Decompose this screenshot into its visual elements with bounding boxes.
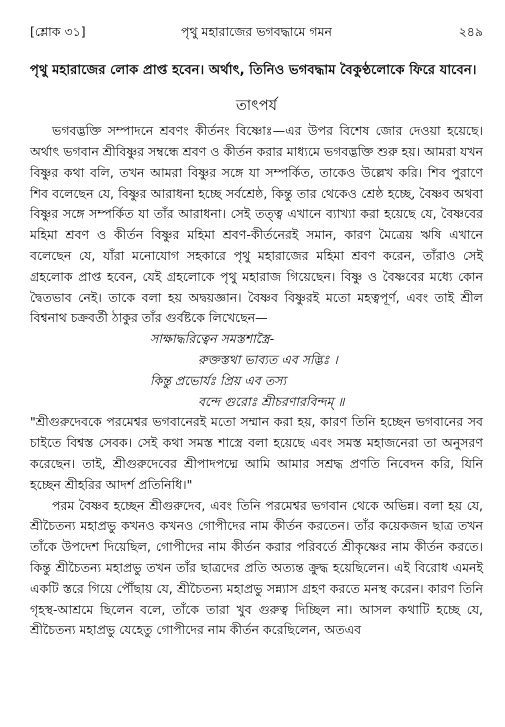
verse-line-2: রুক্তস্তথা ভাব্যত এব সদ্ভিঃ ।	[198, 351, 338, 367]
page-number: ২৪৯	[458, 24, 483, 39]
purport-heading: তাৎপর্য	[235, 98, 278, 115]
verse-line-1: সাক্ষাদ্ধরিত্বেন সমস্তশাস্ত্রৈ-	[150, 331, 275, 347]
verse-reference: [শ্লোক ৩১]	[30, 24, 86, 39]
sanskrit-verse	[30, 329, 483, 412]
verse-line-4: বন্দে গুরোঃ শ্রীচরণারবিন্দম্ ॥	[198, 393, 345, 409]
translation-text: পৃথু মহারাজের লোক প্রাপ্ত হবেন। অর্থাৎ, তিনিও ভগবদ্ধাম বৈকুণ্ঠলোকে ফিরে যাবেন।	[30, 63, 477, 78]
chapter-title: পৃথু মহারাজের ভগবদ্ধামে গমন	[180, 24, 333, 39]
verse-translation-quote: "শ্রীগুরুদেবকে পরমেশ্বর ভগবানেরই মতো সম্মান করা হয়, কারণ তিনি হচ্ছেন ভগবানের সব চাইতে বিশ্বস্ত সেবক। সেই কথা সমস্ত শাস্ত্রে বলা হয়েছে এবং সমস্ত মহাজনেরা তা অনুসরণ করেছেন। তাই, শ্রীগুরুদেবের শ্রীপাদপদ্মে আমি আমার সশ্রদ্ধ প্রণতি নিবেদন করি, যিনি হচ্ছেন শ্রীহরির আদর্শ প্রতিনিধি।"	[30, 414, 483, 492]
purport-paragraph-2: পরম বৈষ্ণব হচ্ছেন শ্রীগুরুদেব, এবং তিনি পরমেশ্বর ভগবান থেকে অভিন্ন। বলা হয় যে, শ্রীচৈতন্য মহাপ্রভু কখনও কখনও গোপীদের নাম কীর্তন করতেন। তাঁর কয়েকজন ছাত্র তখন তাঁকে উপদেশ দিয়েছিল, গোপীদের নাম কীর্তন করার পরিবর্তে শ্রীকৃষ্ণের নাম কীর্তন করতে। কিন্তু শ্রীচৈতন্য মহাপ্রভু তখন তাঁর ছাত্রদের প্রতি অত্যন্ত ক্রুদ্ধ হয়েছিলেন। এই বিরোধ এমনই একটি স্তরে গিয়ে পৌঁছায় যে, শ্রীচৈতন্য মহাপ্রভু সন্ন্যাস গ্রহণ করতে মনস্থ করেন। কারণ তিনি গৃহস্থ-আশ্রমে ছিলেন বলে, তাঁকে তারা খুব গুরুত্ব দিচ্ছিল না। আসল কথাটি হচ্ছে যে, শ্রীচৈতন্য মহাপ্রভু যেহেতু গোপীদের নাম কীর্তন করেছিলেন, অতএব	[30, 497, 483, 638]
purport-paragraph-1: ভগবদ্ভক্তি সম্পাদনে শ্রবণং কীর্তনং বিষ্ণোঃ—এর উপর বিশেষ জোর দেওয়া হয়েছে। অর্থাৎ ভগবান শ্রীবিষ্ণুর সম্বন্ধে শ্রবণ ও কীর্তন করার মাধ্যমে ভগবদ্ভক্তি শুরু হয়। আমরা যখন বিষ্ণুর কথা বলি, তখন আমরা বিষ্ণুর সঙ্গে যা সম্পর্কিত, তাকেও উল্লেখ করি। শিব পুরাণে শিব বলেছেন যে, বিষ্ণুর আরাধনা হচ্ছে সর্বশ্রেষ্ঠ, কিন্তু তার থেকেও শ্রেষ্ঠ হচ্ছে, বৈষ্ণব অথবা বিষ্ণুর সঙ্গে সম্পর্কিত যা তাঁর আরাধনা। সেই তত্ত্ব এখানে ব্যাখ্যা করা হয়েছে যে, বৈষ্ণবের মহিমা শ্রবণ ও কীর্তন বিষ্ণুর মহিমা শ্রবণ-কীর্তনেরই সমান, কারণ মৈত্রেয় ঋষি এখানে বলেছেন যে, যাঁরা মনোযোগ সহকারে পৃথু মহারাজের মহিমা শ্রবণ করেন, তাঁরাও সেই গ্রহলোক প্রাপ্ত হবেন, যেই গ্রহলোকে পৃথু মহারাজ গিয়েছেন। বিষ্ণু ও বৈষ্ণবের মধ্যে কোন দ্বৈতভাব নেই। তাকে বলা হয় অদ্বয়জ্ঞান। বৈষ্ণব বিষ্ণুরই মতো মহত্বপূর্ণ, এবং তাই শ্রীল বিশ্বনাথ চক্রবর্তী ঠাকুর তাঁর গুর্বষ্টকে লিখেছেন—	[30, 123, 483, 326]
running-header	[30, 24, 483, 46]
verse-line-3: কিন্তু প্রভোর্যঃ প্রিয় এব তস্য	[150, 372, 286, 388]
